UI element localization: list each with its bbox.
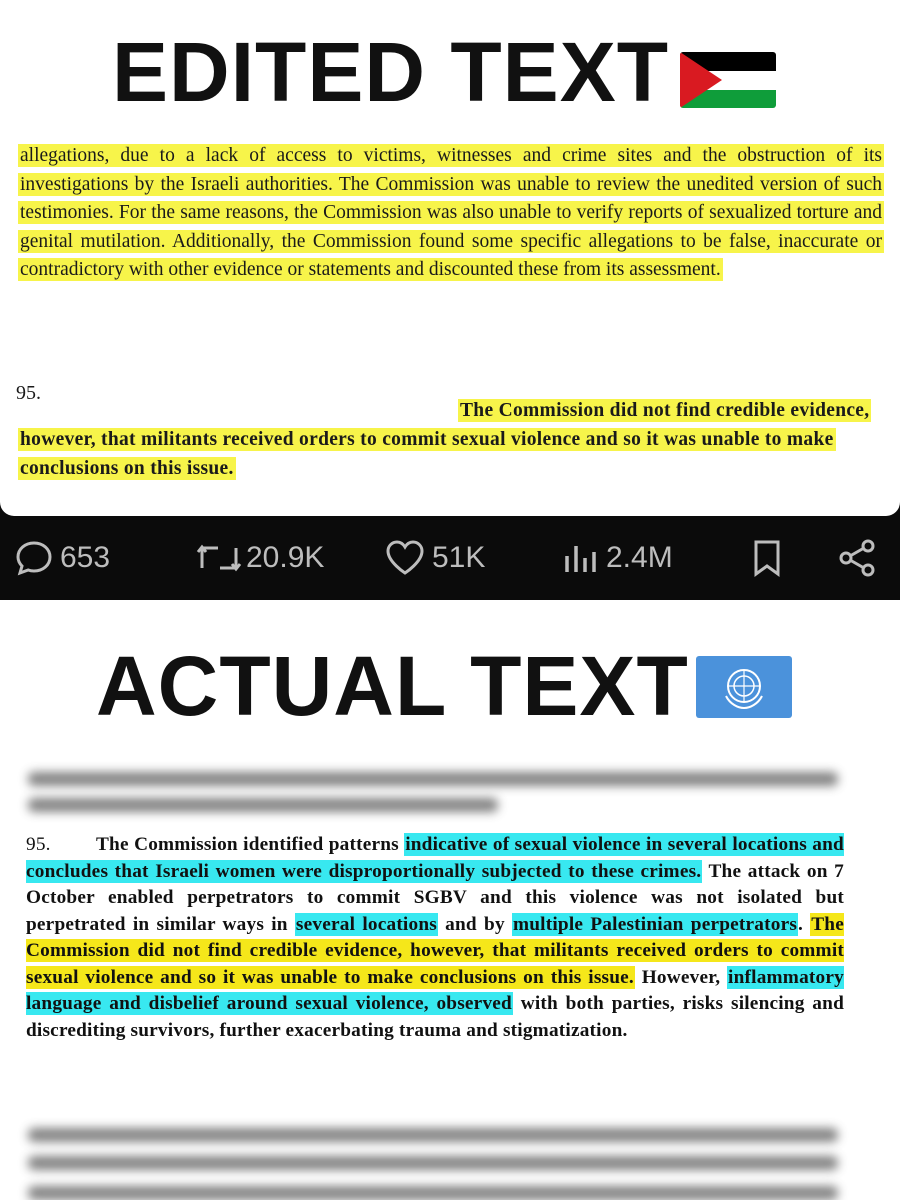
reply-icon [14,538,54,578]
retweet-icon [196,538,242,578]
retweet-button[interactable] [196,538,324,578]
edited-highlighted-paragraph [18,396,884,483]
cyan-highlight: multiple Palestinian perpetrators [512,913,798,935]
actual-text-segment: However, [634,966,728,988]
cyan-highlight: several locations [295,913,437,935]
analytics-icon [562,538,600,578]
united-nations-flag-icon [696,656,792,718]
view-count: 2.4M [606,541,673,574]
share-button[interactable] [836,537,878,579]
blurred-text-line [28,1128,838,1142]
blurred-text-line [28,1186,838,1200]
actual-text-title: ACTUAL TEXT [96,639,689,733]
tweet-stats-bar [0,516,900,600]
actual-text-segment: . [798,913,811,935]
like-count: 51K [432,541,486,574]
actual-text-segment: The Commission identified patterns [96,834,405,855]
views-button[interactable] [562,538,673,578]
cyan-highlight: indicative of sexual violence in several locations and concludes that Israeli women were disproportionally subjected to these crimes. [26,834,844,882]
edited-paragraph-number: 95. [16,382,41,404]
blurred-text-line [28,1156,838,1170]
actual-text-segment: and by [437,913,512,935]
actual-text-segment: with both parties, risks silencing and discrediting survivors, further exacerbating trauma and stigmatization. [26,993,844,1041]
cyan-highlight: inflammatory language and disbelief around sexual violence, observed [26,966,844,1014]
edited-text-header [0,0,900,132]
edited-text-title: EDITED TEXT [112,25,670,119]
blurred-text-line [28,798,498,812]
edited-document [0,132,900,516]
yellow-highlight: The Commission did not find credible evidence, however, that militants received orders to commit sexual violence and so it was unable to make conclusions on this issue. [26,913,844,988]
like-button[interactable] [384,538,485,578]
edited-paragraph-text: allegations, due to a lack of access to victims, witnesses and crime sites and the obstruction of its investigations by the Israeli authorities. The Commission was unable to review the unedited version of such testimonies. For the same reasons, the Commission was also unable to verify reports of sexualized torture and genital mutilation. Additionally, the Commission found some specific allegations to be false, inaccurate or contradictory with other evidence or statements and discounted these from its assessment. [20,145,882,281]
actual-paragraph [26,832,844,1044]
share-icon [836,537,878,579]
bookmark-button[interactable] [750,538,784,578]
edited-paragraph [18,142,884,285]
edited-highlighted-text: The Commission did not find credible evidence, however, that militants received orders to commit sexual violence and so it was unable to make conclusions on this issue. [20,400,870,479]
actual-text-segment: The attack on 7 October enabled perpetrators to commit SGBV and this violence was not isolated but perpetrated in similar ways in [26,860,844,935]
heart-icon [384,538,426,578]
actual-document [0,750,900,1200]
palestine-flag-icon [680,52,776,108]
bookmark-icon [750,538,784,578]
reply-count: 653 [60,541,111,574]
reply-button[interactable] [14,538,110,578]
actual-paragraph-number: 95. [26,834,51,855]
retweet-count: 20.9K [246,541,325,574]
blurred-text-line [28,772,838,786]
